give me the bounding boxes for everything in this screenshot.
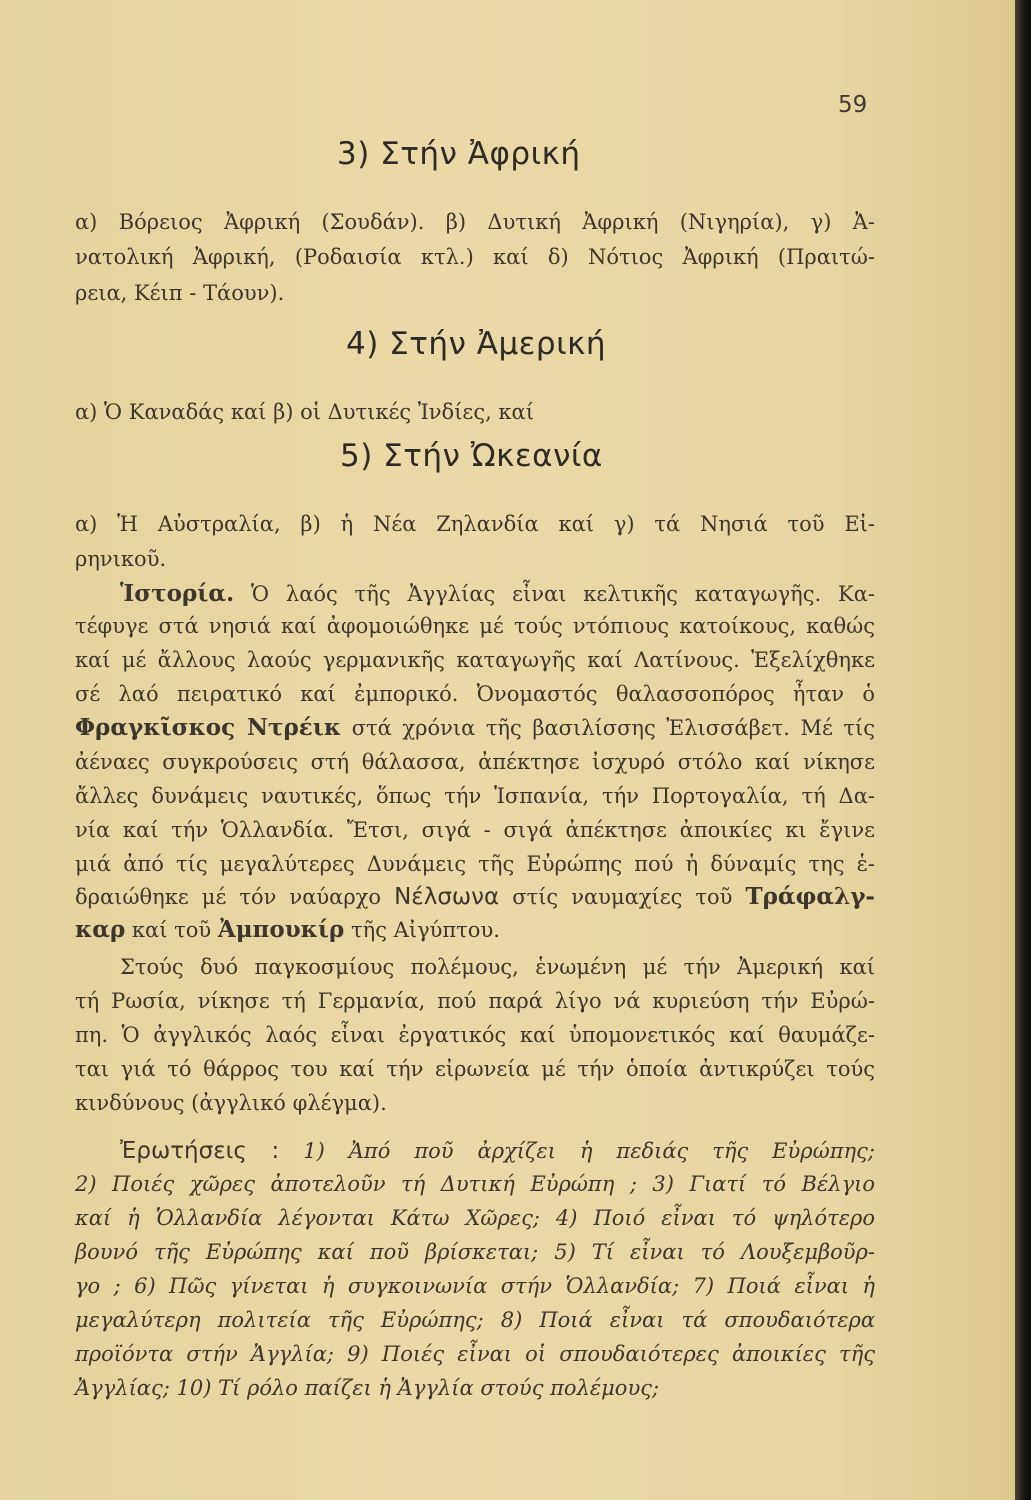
para2-line-3: πη. Ὁ ἀγγλικός λαός εἶναι ἐργατικός καί ὑπομονετικός καί θαυμάζε- bbox=[75, 1023, 875, 1047]
history-line-10-a: δραιώθηκε μέ τόν ναύαρχο bbox=[75, 885, 382, 909]
name-trafalgar-end: καρ bbox=[75, 916, 126, 943]
para2-line-5: κινδύνους (ἀγγλικό φλέγμα). bbox=[75, 1091, 387, 1115]
history-line-4: σέ λαό πειρατικό καί ἐμπορικό. Ὀνομαστός θαλασσοπόρος ἦταν ὁ bbox=[75, 682, 875, 706]
america-line-1: α) Ὁ Καναδάς καί β) οἱ Δυτικές Ἰνδίες, καί bbox=[75, 400, 534, 424]
heading-africa: 3) Στήν Ἀφρική bbox=[337, 136, 581, 172]
name-nelson: Νέλσωνα bbox=[394, 884, 500, 910]
para2-line-2: τή Ρωσία, νίκησε τή Γερμανία, πού παρά λίγο νά κυριεύση τήν Εὐρώ- bbox=[75, 989, 875, 1013]
history-line-5-text: στά χρόνια τῆς βασιλίσσης Ἐλισσάβετ. Μέ τίς bbox=[351, 716, 875, 740]
questions-line-7: προϊόντα στήν Ἀγγλία; 9) Ποιές εἶναι οἱ σπουδαιότερες ἀποικίες τῆς bbox=[75, 1342, 875, 1366]
africa-line-1: α) Βόρειος Ἀφρική (Σουδάν). β) Δυτική Ἀφρική (Νιγηρία), γ) Ἀ- bbox=[75, 210, 875, 234]
history-line-3: καί μέ ἄλλους λαούς γερμανικῆς καταγωγῆς καί Λατίνους. Ἐξελίχθηκε bbox=[75, 648, 875, 672]
heading-america: 4) Στήν Ἀμερική bbox=[346, 326, 607, 362]
oceania-line-1: α) Ἡ Αὐστραλία, β) ἡ Νέα Ζηλανδία καί γ) τά Νησιά τοῦ Εἰ- bbox=[75, 512, 875, 536]
questions-line-8: Ἀγγλίας; 10) Τί ρόλο παίζει ἡ Ἀγγλία στούς πολέμους; bbox=[75, 1376, 660, 1400]
name-aboukir: Ἀμπουκίρ bbox=[217, 916, 345, 943]
history-line-10-b: στίς ναυμαχίες τοῦ bbox=[512, 885, 733, 909]
history-line-9: μιά ἀπό τίς μεγαλύτερες Δυνάμεις τῆς Εὐρώπης πού ἡ δύναμίς της ἑ- bbox=[75, 852, 875, 876]
history-line-8: νία καί τήν Ὁλλανδία. Ἔτσι, σιγά - σιγά ἀπέκτησε ἀποικίες κι ἔγινε bbox=[75, 818, 875, 842]
history-line-2: τέφυγε στά νησιά καί ἀφομοιώθηκε μέ τούς ντόπιους κατοίκους, καθώς bbox=[75, 614, 875, 638]
questions-line-5: γο ; 6) Πῶς γίνεται ἡ συγκοινωνία στήν Ὁλλανδία; 7) Ποιά εἶναι ἡ bbox=[75, 1274, 875, 1298]
page-number: 59 bbox=[838, 92, 868, 118]
history-label: Ἱστορία. bbox=[120, 580, 235, 607]
oceania-line-2: ρηνικοῦ. bbox=[75, 547, 167, 571]
history-line-11-b: τῆς Αἰγύπτου. bbox=[351, 918, 500, 942]
questions-line-1 bbox=[120, 1138, 875, 1164]
para2-line-1: Στούς δυό παγκοσμίους πολέμους, ἑνωμένη μέ τήν Ἀμερική καί bbox=[120, 955, 875, 979]
history-line-11 bbox=[75, 916, 875, 943]
history-line-6: ἀέναες συγκρούσεις στή θάλασσα, ἀπέκτησε ἰσχυρό στόλο καί νίκησε bbox=[75, 750, 875, 774]
africa-line-3: ρεια, Κέιπ - Τάουν). bbox=[75, 281, 285, 305]
para2-line-4: ται γιά τό θάρρος του καί τήν εἰρωνεία μέ τήν ὁποία ἀντικρύζει τούς bbox=[75, 1057, 875, 1081]
history-line-11-a: καί τοῦ bbox=[131, 918, 212, 942]
history-line-7: ἄλλες δυνάμεις ναυτικές, ὅπως τήν Ἱσπανία, τήν Πορτογαλία, τή Δα- bbox=[75, 784, 875, 808]
page-edge-shadow bbox=[1015, 0, 1031, 1500]
history-line-10 bbox=[75, 883, 875, 910]
questions-line-2: 2) Ποιές χῶρες ἀποτελοῦν τή Δυτική Εὐρώπη ; 3) Γιατί τό Βέλγιο bbox=[75, 1172, 875, 1196]
questions-line-3: καί ἡ Ὁλλανδία λέγονται Κάτω Χῶρες; 4) Ποιό εἶναι τό ψηλότερο bbox=[75, 1206, 875, 1230]
heading-oceania: 5) Στήν Ὠκεανία bbox=[340, 438, 603, 474]
name-drake: Φραγκῖσκος Ντρέικ bbox=[75, 714, 342, 741]
history-line-1 bbox=[120, 580, 875, 607]
history-line-5 bbox=[75, 714, 875, 741]
questions-line-1-text: 1) Ἀπό ποῦ ἀρχίζει ἡ πεδιάς τῆς Εὐρώπης; bbox=[303, 1139, 875, 1163]
name-trafalgar: Τράφαλγ- bbox=[745, 883, 875, 910]
questions-label: Ἐρωτήσεις : bbox=[120, 1138, 280, 1164]
questions-line-4: βουνό τῆς Εὐρώπης καί ποῦ βρίσκεται; 5) Τί εἶναι τό Λουξεμβοῦρ- bbox=[75, 1240, 875, 1264]
questions-line-6: μεγαλύτερη πολιτεία τῆς Εὐρώπης; 8) Ποιά εἶναι τά σπουδαιότερα bbox=[75, 1308, 875, 1332]
africa-line-2: νατολική Ἀφρική, (Ροδαισία κτλ.) καί δ) Νότιος Ἀφρική (Πραιτώ- bbox=[75, 245, 875, 269]
history-line-1-text: Ὁ λαός τῆς Ἀγγλίας εἶναι κελτικῆς καταγωγῆς. Κα- bbox=[250, 582, 875, 606]
